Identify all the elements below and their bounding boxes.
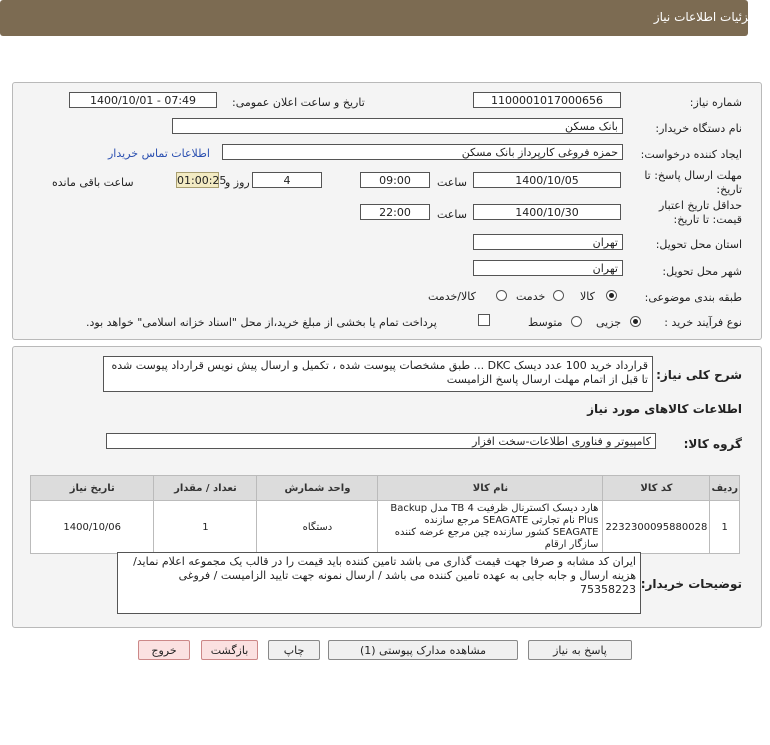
announce-label: تاریخ و ساعت اعلان عمومی: [232, 96, 365, 109]
validity-time-label: ساعت [437, 208, 467, 221]
category-radio-goods[interactable] [606, 290, 617, 301]
cell-code: 2232300095880028 [603, 501, 710, 554]
buyer-notes-text: ایران کد مشابه و صرفا جهت قیمت گذاری می باشد تامین کننده باید قیمت را در قالب یک مجموعه اعلام نماید/ هزینه ارسال و جابه جایی به عهده تامین کننده می باشد / ارسال نمونه جهت تایید الزامیست / فروغی 75358223 [117, 552, 641, 614]
need-number-field: 1100001017000656 [473, 92, 621, 108]
items-section-title: اطلاعات کالاهای مورد نیاز [587, 402, 742, 416]
category-option-goods-service: کالا/خدمت [428, 290, 476, 303]
cell-name: هارد دیسک اکسترنال ظرفیت 4 TB مدل Backup Plus نام تجارتی SEAGATE مرجع سازنده SEAGATE کشور سازنده چین مرجع عرضه کننده سازگار ارقام [378, 501, 603, 554]
buyer-field: بانک مسکن [172, 118, 623, 134]
province-label: استان محل تحویل: [655, 238, 742, 251]
col-row: ردیف [710, 476, 740, 501]
table-row [31, 501, 740, 554]
items-table [30, 475, 740, 554]
deadline-label [642, 169, 742, 197]
view-attachments-button[interactable]: مشاهده مدارک پیوستی (1) [328, 640, 518, 660]
deadline-date-field: 1400/10/05 [473, 172, 621, 188]
buyer-label: نام دستگاه خریدار: [655, 122, 742, 135]
goods-group-field: کامپیوتر و فناوری اطلاعات-سخت افزار [106, 433, 656, 449]
page-title: جزئیات اطلاعات نیاز [653, 10, 756, 24]
treasury-payment-checkbox[interactable] [478, 314, 490, 326]
page-header [0, 0, 756, 36]
city-field: تهران [473, 260, 623, 276]
category-radio-goods-service[interactable] [496, 290, 507, 301]
process-label: نوع فرآیند خرید : [664, 316, 742, 329]
summary-label: شرح کلی نیاز: [656, 368, 742, 382]
cell-row: 1 [710, 501, 740, 554]
category-option-service: خدمت [516, 290, 546, 303]
category-label: طبقه بندی موضوعی: [644, 291, 742, 304]
city-label: شهر محل تحویل: [662, 265, 742, 278]
table-header-row [31, 476, 740, 501]
days-field: 4 [252, 172, 322, 188]
category-option-goods: کالا [580, 290, 595, 303]
category-radio-service[interactable] [553, 290, 564, 301]
print-button[interactable]: چاپ [268, 640, 320, 660]
deadline-time-label: ساعت [437, 176, 467, 189]
announce-field: 1400/10/01 - 07:49 [69, 92, 217, 108]
summary-text: قرارداد خرید 100 عدد دیسک DKC ... طبق مشخصات پیوست شده ، تکمیل و ارسال پیش نویس قرارداد پیوست شده تا قبل از اتمام مهلت ارسال پاسخ الزامیست [103, 356, 653, 392]
cell-qty: 1 [154, 501, 257, 554]
contact-info-link[interactable]: اطلاعات تماس خریدار [108, 147, 210, 160]
process-radio-minor[interactable] [630, 316, 641, 327]
col-date: تاریخ نیاز [31, 476, 154, 501]
col-name: نام کالا [378, 476, 603, 501]
deadline-time-field: 09:00 [360, 172, 430, 188]
remaining-time-field: 01:00:25 [177, 174, 227, 187]
creator-field: حمزه فروغی کارپرداز بانک مسکن [222, 144, 623, 160]
goods-group-label: گروه کالا: [683, 437, 742, 451]
validity-time-field: 22:00 [360, 204, 430, 220]
col-qty: تعداد / مقدار [154, 476, 257, 501]
buyer-notes-label: توضیحات خریدار: [640, 577, 742, 591]
province-field: تهران [473, 234, 623, 250]
validity-date-field: 1400/10/30 [473, 204, 621, 220]
exit-button[interactable]: خروج [138, 640, 190, 660]
back-button[interactable]: بازگشت [201, 640, 258, 660]
treasury-payment-text: پرداخت تمام یا بخشی از مبلغ خرید،از محل "اسناد خزانه اسلامی" خواهد بود. [86, 316, 437, 329]
process-option-minor: جزیی [596, 316, 622, 329]
remaining-label: ساعت باقی مانده [52, 176, 134, 189]
deadline-label-text: مهلت ارسال پاسخ: تا تاریخ: [644, 169, 742, 196]
process-option-medium: متوسط [528, 316, 563, 329]
reply-button[interactable]: پاسخ به نیاز [528, 640, 632, 660]
col-unit: واحد شمارش [257, 476, 378, 501]
validity-label-text: حداقل تاریخ اعتبار قیمت: تا تاریخ: [658, 199, 742, 226]
cell-date: 1400/10/06 [31, 501, 154, 554]
creator-label: ایجاد کننده درخواست: [640, 148, 742, 161]
validity-label [642, 199, 742, 227]
cell-unit: دستگاه [257, 501, 378, 554]
process-radio-medium[interactable] [571, 316, 582, 327]
col-code: کد کالا [603, 476, 710, 501]
need-number-label: شماره نیاز: [689, 96, 742, 109]
days-label: روز و [225, 176, 250, 189]
